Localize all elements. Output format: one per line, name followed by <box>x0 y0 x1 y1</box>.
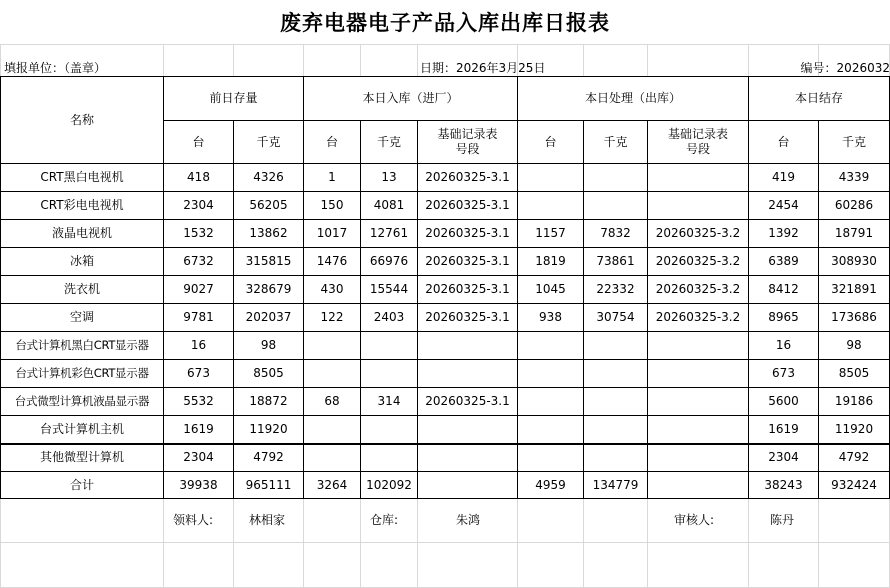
out-tai-cell <box>518 416 584 444</box>
prev-kg-cell: 4326 <box>234 164 304 192</box>
prev-tai-cell: 9781 <box>164 304 234 332</box>
in-tai-cell <box>304 332 361 360</box>
prev-kg-cell: 315815 <box>234 248 304 276</box>
in-record-cell <box>418 416 518 444</box>
out-kg-cell: 7832 <box>584 220 648 248</box>
warehouse-name: 朱鸿 <box>456 513 481 527</box>
prev-kg-cell: 328679 <box>234 276 304 304</box>
prev-tai-cell: 6732 <box>164 248 234 276</box>
header-balance: 本日结存 <box>749 77 890 121</box>
receiver-name: 林相家 <box>249 513 286 527</box>
bal-kg-cell: 8505 <box>819 360 890 388</box>
table-row <box>1 192 890 220</box>
out-tai-cell: 1157 <box>518 220 584 248</box>
name-cell: 其他微型计算机 <box>1 444 164 472</box>
name-cell: 空调 <box>1 304 164 332</box>
out-kg-cell <box>584 416 648 444</box>
in-tai-cell <box>304 444 361 472</box>
in-tai-cell: 68 <box>304 388 361 416</box>
name-cell: 洗衣机 <box>1 276 164 304</box>
out-tai-cell: 938 <box>518 304 584 332</box>
in-record-cell: 20260325-3.1 <box>418 388 518 416</box>
prev-tai-cell: 673 <box>164 360 234 388</box>
header-in-tai: 台 <box>304 121 361 164</box>
name-cell: 合计 <box>1 472 164 499</box>
in-kg-cell: 102092 <box>361 472 418 499</box>
out-kg-cell <box>584 332 648 360</box>
header-row-groups <box>1 77 890 121</box>
prev-tai-cell: 2304 <box>164 192 234 220</box>
prev-tai-cell: 2304 <box>164 444 234 472</box>
bal-kg-cell: 11920 <box>819 416 890 444</box>
header-in-kg: 千克 <box>361 121 418 164</box>
bal-tai-cell: 1392 <box>749 220 819 248</box>
prev-kg-cell: 56205 <box>234 192 304 220</box>
out-tai-cell <box>518 360 584 388</box>
table-row <box>1 416 890 444</box>
prev-tai-cell: 1619 <box>164 416 234 444</box>
out-kg-cell: 22332 <box>584 276 648 304</box>
bal-tai-cell: 16 <box>749 332 819 360</box>
header-bal-tai: 台 <box>749 121 819 164</box>
total-row <box>1 472 890 499</box>
in-kg-cell: 4081 <box>361 192 418 220</box>
out-kg-cell <box>584 388 648 416</box>
bal-tai-cell: 5600 <box>749 388 819 416</box>
name-cell: 台式计算机彩色CRT显示器 <box>1 360 164 388</box>
in-kg-cell: 12761 <box>361 220 418 248</box>
out-record-cell <box>648 164 749 192</box>
prev-kg-cell: 202037 <box>234 304 304 332</box>
bal-kg-cell: 173686 <box>819 304 890 332</box>
out-kg-cell: 73861 <box>584 248 648 276</box>
in-kg-cell <box>361 360 418 388</box>
inventory-table <box>0 76 890 499</box>
bal-tai-cell: 419 <box>749 164 819 192</box>
table-row <box>1 164 890 192</box>
header-in-record: 基础记录表号段 <box>418 121 518 164</box>
name-cell: 台式计算机主机 <box>1 416 164 444</box>
table-row <box>1 332 890 360</box>
bal-kg-cell: 4339 <box>819 164 890 192</box>
table-row <box>1 304 890 332</box>
bal-tai-cell: 6389 <box>749 248 819 276</box>
in-record-cell: 20260325-3.1 <box>418 248 518 276</box>
in-kg-cell <box>361 416 418 444</box>
report-date: 日期：2026年3月25日 <box>420 61 546 75</box>
in-record-cell <box>418 332 518 360</box>
in-tai-cell: 3264 <box>304 472 361 499</box>
prev-kg-cell: 8505 <box>234 360 304 388</box>
in-record-cell <box>418 472 518 499</box>
out-tai-cell: 1045 <box>518 276 584 304</box>
table-row <box>1 248 890 276</box>
header-out-tai: 台 <box>518 121 584 164</box>
name-cell: CRT黑白电视机 <box>1 164 164 192</box>
prev-tai-cell: 9027 <box>164 276 234 304</box>
out-record-cell: 20260325-3.2 <box>648 276 749 304</box>
table-row <box>1 220 890 248</box>
prev-tai-cell: 39938 <box>164 472 234 499</box>
table-row <box>1 444 890 472</box>
bal-kg-cell: 321891 <box>819 276 890 304</box>
in-record-cell: 20260325-3.1 <box>418 220 518 248</box>
prev-tai-cell: 418 <box>164 164 234 192</box>
out-record-cell <box>648 388 749 416</box>
out-kg-cell: 134779 <box>584 472 648 499</box>
receiver-label: 领料人: <box>173 513 214 527</box>
in-tai-cell <box>304 360 361 388</box>
table-row <box>1 276 890 304</box>
prev-tai-cell: 1532 <box>164 220 234 248</box>
prev-kg-cell: 11920 <box>234 416 304 444</box>
in-kg-cell <box>361 332 418 360</box>
bal-tai-cell: 8412 <box>749 276 819 304</box>
out-record-cell: 20260325-3.2 <box>648 248 749 276</box>
reviewer-label: 审核人: <box>674 513 715 527</box>
in-record-cell: 20260325-3.1 <box>418 276 518 304</box>
bal-tai-cell: 8965 <box>749 304 819 332</box>
bal-tai-cell: 673 <box>749 360 819 388</box>
prev-tai-cell: 16 <box>164 332 234 360</box>
out-record-cell <box>648 332 749 360</box>
out-tai-cell <box>518 192 584 220</box>
out-tai-cell <box>518 444 584 472</box>
out-record-cell: 20260325-3.2 <box>648 304 749 332</box>
in-tai-cell: 1476 <box>304 248 361 276</box>
out-kg-cell <box>584 192 648 220</box>
out-kg-cell: 30754 <box>584 304 648 332</box>
reporting-unit: 填报单位：（盖章） <box>4 61 107 75</box>
out-kg-cell <box>584 164 648 192</box>
name-cell: CRT彩电电视机 <box>1 192 164 220</box>
out-tai-cell <box>518 164 584 192</box>
out-record-cell <box>648 444 749 472</box>
bal-tai-cell: 2454 <box>749 192 819 220</box>
out-tai-cell: 4959 <box>518 472 584 499</box>
header-out-kg: 千克 <box>584 121 648 164</box>
warehouse-label: 仓库: <box>370 513 399 527</box>
in-record-cell <box>418 360 518 388</box>
out-record-cell <box>648 416 749 444</box>
prev-tai-cell: 5532 <box>164 388 234 416</box>
in-tai-cell: 150 <box>304 192 361 220</box>
bal-kg-cell: 18791 <box>819 220 890 248</box>
name-cell: 液晶电视机 <box>1 220 164 248</box>
out-record-cell <box>648 360 749 388</box>
in-kg-cell: 314 <box>361 388 418 416</box>
bal-kg-cell: 60286 <box>819 192 890 220</box>
in-kg-cell: 15544 <box>361 276 418 304</box>
in-tai-cell: 430 <box>304 276 361 304</box>
out-tai-cell <box>518 388 584 416</box>
header-prev-stock: 前日存量 <box>164 77 304 121</box>
table-row <box>1 360 890 388</box>
header-name: 名称 <box>1 77 164 164</box>
in-record-cell: 20260325-3.1 <box>418 192 518 220</box>
bal-kg-cell: 98 <box>819 332 890 360</box>
bal-tai-cell: 38243 <box>749 472 819 499</box>
table-row <box>1 388 890 416</box>
header-out-record: 基础记录表号段 <box>648 121 749 164</box>
in-tai-cell <box>304 416 361 444</box>
out-kg-cell <box>584 360 648 388</box>
in-kg-cell: 13 <box>361 164 418 192</box>
bal-tai-cell: 1619 <box>749 416 819 444</box>
in-kg-cell: 2403 <box>361 304 418 332</box>
bal-kg-cell: 932424 <box>819 472 890 499</box>
in-record-cell: 20260325-3.1 <box>418 164 518 192</box>
report-number: 编号：2026032 <box>800 61 890 75</box>
prev-kg-cell: 98 <box>234 332 304 360</box>
in-tai-cell: 122 <box>304 304 361 332</box>
out-tai-cell: 1819 <box>518 248 584 276</box>
report-title: 废弃电器电子产品入库出库日报表 <box>280 11 610 35</box>
in-kg-cell: 66976 <box>361 248 418 276</box>
out-record-cell: 20260325-3.2 <box>648 220 749 248</box>
bal-kg-cell: 4792 <box>819 444 890 472</box>
bal-tai-cell: 2304 <box>749 444 819 472</box>
prev-kg-cell: 18872 <box>234 388 304 416</box>
out-record-cell <box>648 192 749 220</box>
header-prev-kg: 千克 <box>234 121 304 164</box>
header-processed: 本日处理（出库） <box>518 77 749 121</box>
in-kg-cell <box>361 444 418 472</box>
in-tai-cell: 1 <box>304 164 361 192</box>
in-record-cell <box>418 444 518 472</box>
prev-kg-cell: 965111 <box>234 472 304 499</box>
prev-kg-cell: 4792 <box>234 444 304 472</box>
in-tai-cell: 1017 <box>304 220 361 248</box>
header-in-stock: 本日入库（进厂） <box>304 77 518 121</box>
out-tai-cell <box>518 332 584 360</box>
name-cell: 台式微型计算机液晶显示器 <box>1 388 164 416</box>
header-prev-tai: 台 <box>164 121 234 164</box>
name-cell: 冰箱 <box>1 248 164 276</box>
bal-kg-cell: 308930 <box>819 248 890 276</box>
in-record-cell: 20260325-3.1 <box>418 304 518 332</box>
name-cell: 台式计算机黑白CRT显示器 <box>1 332 164 360</box>
reviewer-name: 陈丹 <box>770 513 795 527</box>
out-record-cell <box>648 472 749 499</box>
out-kg-cell <box>584 444 648 472</box>
prev-kg-cell: 13862 <box>234 220 304 248</box>
header-bal-kg: 千克 <box>819 121 890 164</box>
bal-kg-cell: 19186 <box>819 388 890 416</box>
